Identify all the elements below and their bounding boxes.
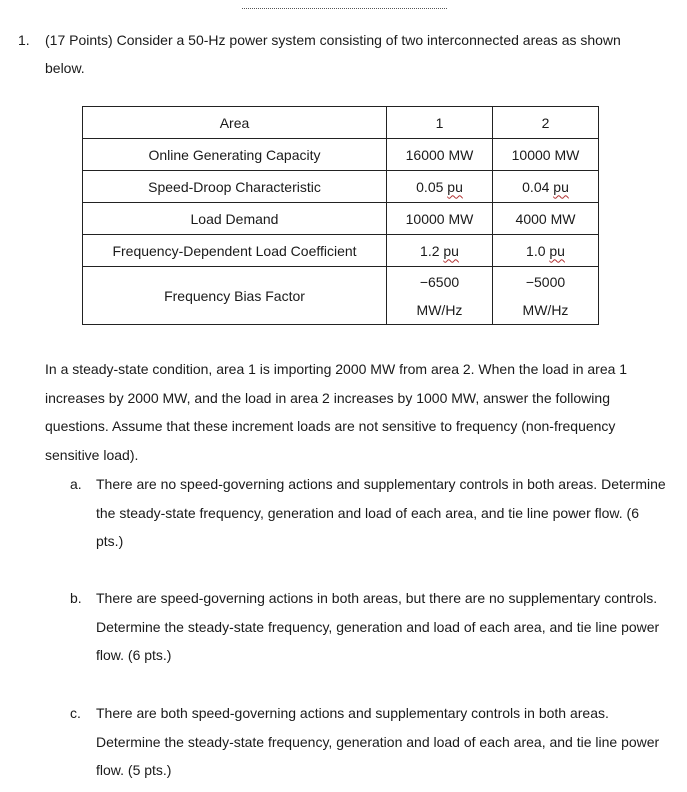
value-unit: pu <box>549 242 565 259</box>
question-intro-text: (17 Points) Consider a 50-Hz power system consisting of two interconnected areas as shown below. <box>45 32 621 76</box>
value-number: 1.2 <box>420 242 440 259</box>
header-area-1: 1 <box>387 107 493 139</box>
area-parameters-table <box>82 106 599 325</box>
row-label: Online Generating Capacity <box>83 139 387 171</box>
value-number: 0.05 <box>416 178 444 195</box>
header-area-2: 2 <box>493 107 599 139</box>
table-row <box>83 267 599 325</box>
row-label: Load Demand <box>83 203 387 235</box>
top-dotted-divider <box>242 0 447 9</box>
row-label: Frequency-Dependent Load Coefficient <box>83 235 387 267</box>
value-unit: MW/Hz <box>522 301 569 318</box>
area-2-value <box>493 235 599 267</box>
scenario-paragraph: In a steady-state condition, area 1 is importing 2000 MW from area 2. When the load in area 1 increases by 2000 MW, and the load in area 2 increases by 1000 MW, answer the following questions. Assume that these increment loads are not sensitive to frequency (non-frequency sensitive load). <box>45 361 628 464</box>
subquestion-text: There are both speed-governing actions and supplementary controls in both areas. Determine the steady-state frequency, generation and load of each area, and tie line power flow. (5 pts.) <box>96 705 660 778</box>
area-1-value <box>387 171 493 203</box>
value-number: −5000 <box>525 273 566 290</box>
question-number: 1. <box>18 32 30 48</box>
value-unit: pu <box>443 242 459 259</box>
row-label: Frequency Bias Factor <box>83 267 387 325</box>
table-row <box>83 171 599 203</box>
table-header-row <box>83 107 599 139</box>
area-2-value <box>493 171 599 203</box>
area-2-value <box>493 267 599 325</box>
value-number: 1.0 <box>526 242 546 259</box>
value-number: 0.04 <box>522 178 550 195</box>
table-row <box>83 203 599 235</box>
subquestion-label: a. <box>70 476 82 492</box>
subquestion-text: There are speed-governing actions in both areas, but there are no supplementary controls. Determine the steady-state frequency, generation and load of each area, and tie line power flow. (6 pts.) <box>96 590 660 663</box>
header-area-label: Area <box>83 107 387 139</box>
value-unit: pu <box>447 178 463 195</box>
area-2-value: 4000 MW <box>493 203 599 235</box>
table-row <box>83 235 599 267</box>
area-1-value: 16000 MW <box>387 139 493 171</box>
value-unit: pu <box>553 178 569 195</box>
area-2-value: 10000 MW <box>493 139 599 171</box>
subquestion-text: There are no speed-governing actions and supplementary controls in both areas. Determine the steady-state frequency, generation and load of each area, and tie line power flow. (6 pts.) <box>96 476 666 549</box>
question-intro <box>45 20 645 82</box>
table-row <box>83 139 599 171</box>
value-unit: MW/Hz <box>416 301 463 318</box>
area-1-value <box>387 235 493 267</box>
area-1-value: 10000 MW <box>387 203 493 235</box>
subquestion-label: b. <box>70 590 82 606</box>
area-1-value <box>387 267 493 325</box>
subquestion-label: c. <box>70 705 81 721</box>
value-number: −6500 <box>419 273 460 290</box>
row-label: Speed-Droop Characteristic <box>83 171 387 203</box>
